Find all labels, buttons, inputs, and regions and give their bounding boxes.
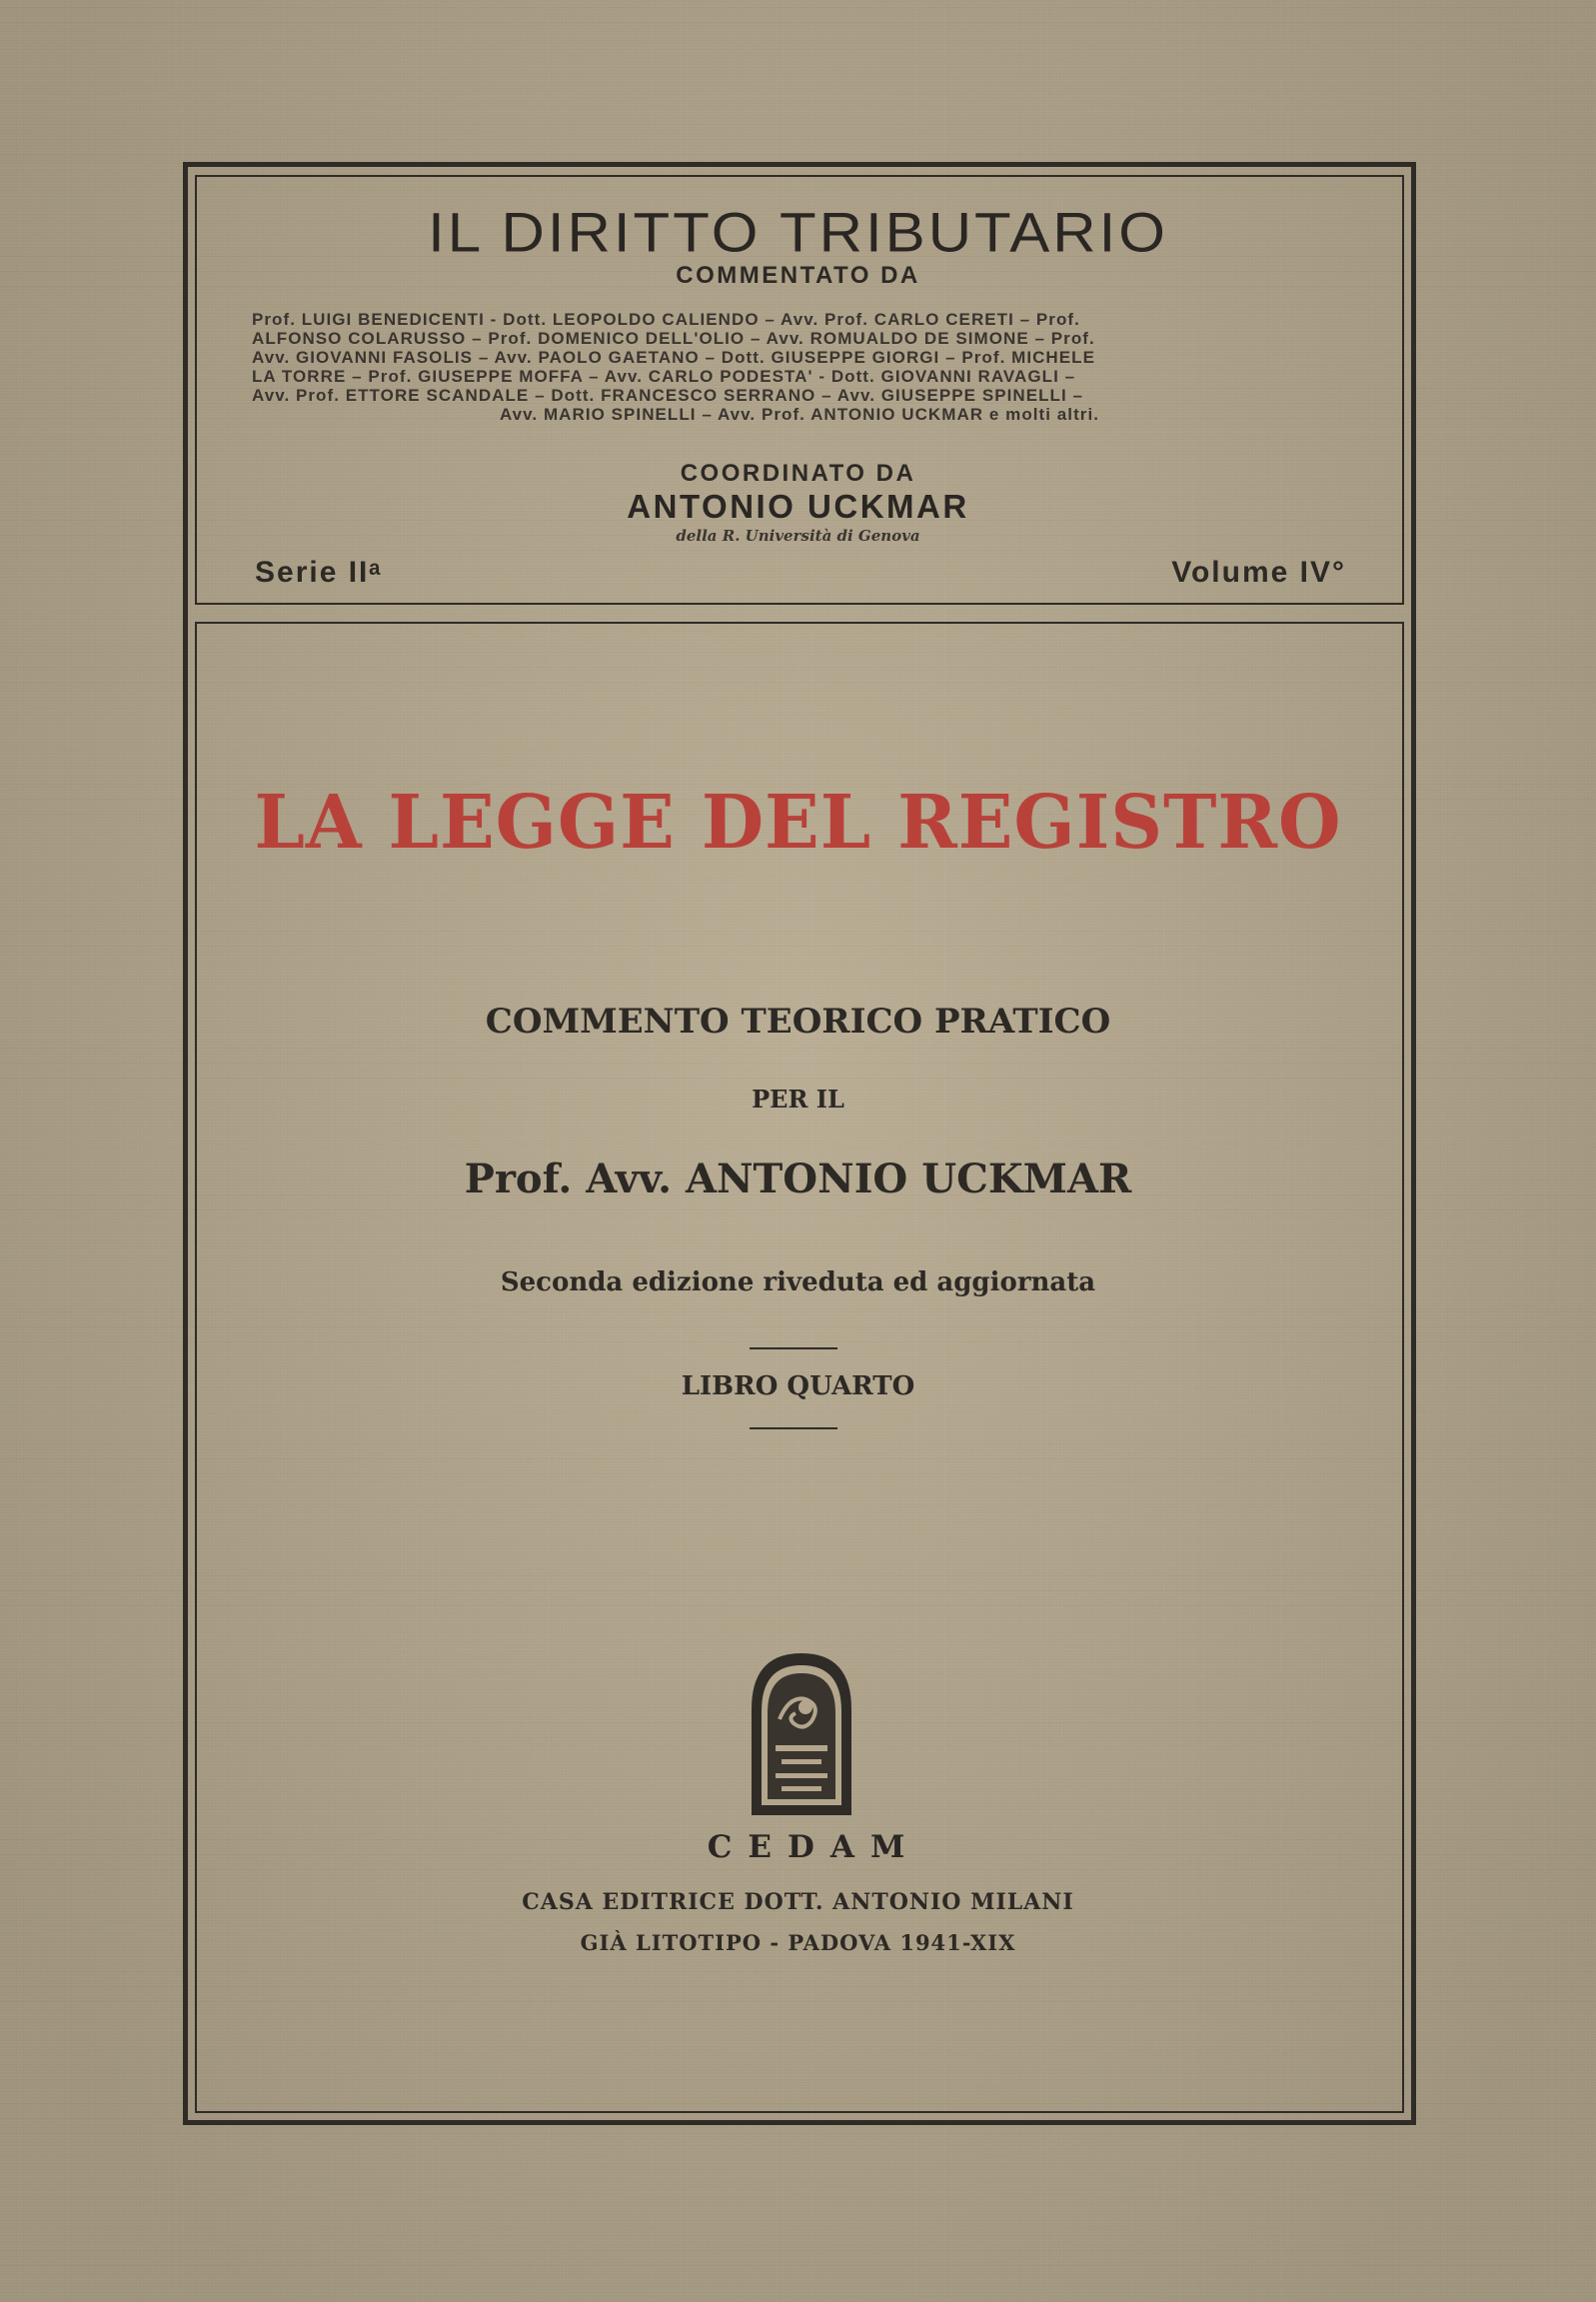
publisher-place-date: GIÀ LITOTIPO - PADOVA 1941-XIX [580,1930,1016,1955]
book-title: LA LEGGE DEL REGISTRO [254,780,1342,866]
book-author: Prof. Avv. ANTONIO UCKMAR [464,1155,1132,1202]
coordinator-name: ANTONIO UCKMAR [627,488,969,525]
per-il-label: PER IL [752,1085,844,1114]
commented-by-label: COMMENTATO DA [676,262,920,289]
series-title: IL DIRITTO TRIBUTARIO [428,201,1168,264]
divider-bottom [750,1427,837,1429]
contributors-line: Avv. MARIO SPINELLI – Avv. Prof. ANTONIO UCKMAR e molti altri. [499,405,1100,424]
publisher-emblem-icon [746,1649,857,1819]
contributors-line: Avv. Prof. ETTORE SCANDALE – Dott. FRANCESCO SERRANO – Avv. GIUSEPPE SPINELLI – [252,386,1084,405]
book-part: LIBRO QUARTO [681,1371,915,1401]
contributors-list [252,310,1347,424]
publisher-house: CASA EDITRICE DOTT. ANTONIO MILANI [522,1889,1074,1915]
contributors-line: Avv. GIOVANNI FASOLIS – Avv. PAOLO GAETANO – Dott. GIUSEPPE GIORGI – Prof. MICHELE [252,348,1095,367]
contributors-line: LA TORRE – Prof. GIUSEPPE MOFFA – Avv. CARLO PODESTA' - Dott. GIOVANNI RAVAGLI – [252,367,1076,386]
coordinated-by-label: COORDINATO DA [680,460,916,487]
book-subtitle: COMMENTO TEORICO PRATICO [485,1002,1111,1042]
edition-statement: Seconda edizione riveduta ed aggiornata [500,1267,1096,1297]
volume-number: Volume IV° [1171,556,1346,589]
publisher-name: CEDAM [707,1829,921,1865]
contributors-line: ALFONSO COLARUSSO – Prof. DOMENICO DELL'OLIO – Avv. ROMUALDO DE SIMONE – Prof. [252,329,1095,348]
divider-top [750,1347,837,1349]
contributors-line: Prof. LUIGI BENEDICENTI - Dott. LEOPOLDO CALIENDO – Avv. Prof. CARLO CERETI – Prof. [252,310,1080,329]
coordinator-affiliation: della R. Università di Genova [676,527,920,545]
series-number: Serie IIᵃ [255,556,383,589]
